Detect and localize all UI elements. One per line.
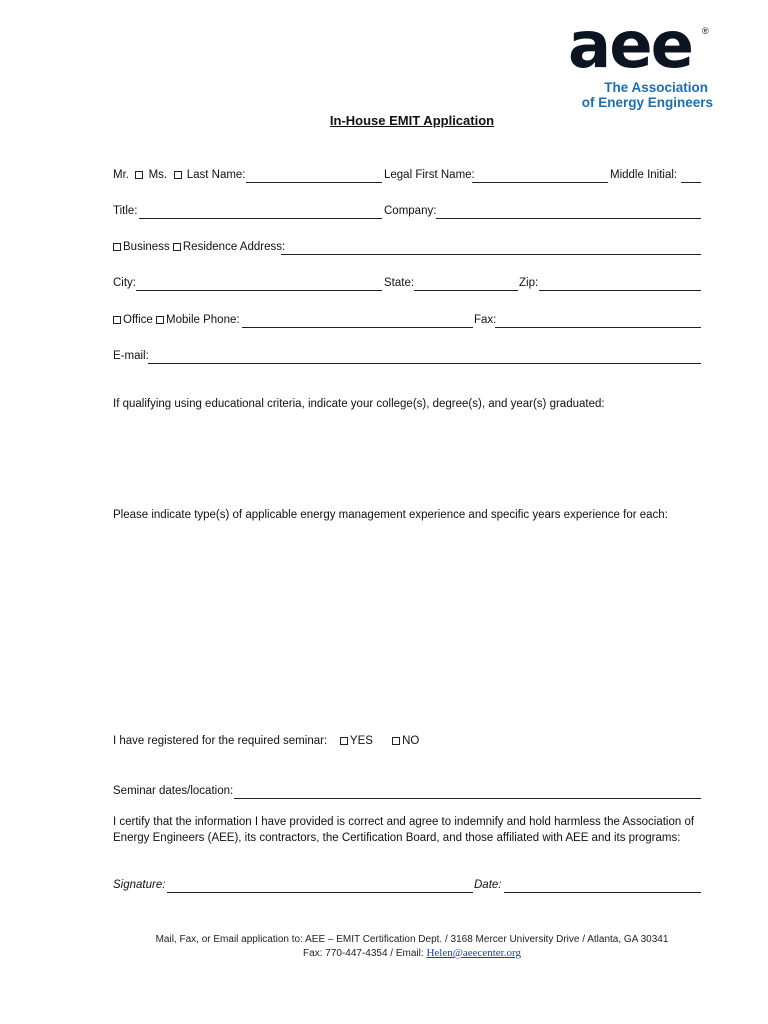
phone-field[interactable] <box>242 327 473 328</box>
last-name-label: Last Name: <box>186 169 246 181</box>
footer-fax-email-text: Fax: 770-447-4354 / Email: <box>303 948 427 959</box>
mr-label: Mr. <box>113 169 129 181</box>
middle-initial-field[interactable] <box>681 182 701 183</box>
registered-mark: ® <box>702 26 709 36</box>
office-checkbox[interactable] <box>113 316 121 324</box>
seminar-no-label: NO <box>402 735 420 747</box>
company-field[interactable] <box>436 218 701 219</box>
footer-line1: Mail, Fax, or Email application to: AEE – EMIT Certification Dept. / 3168 Mercer University Drive / Atlanta, GA 30341 <box>155 934 669 945</box>
certify-text-line2: Energy Engineers (AEE), its contractors, the Certification Board, and those affiliated with AEE and its programs: <box>113 832 681 844</box>
city-field[interactable] <box>136 290 382 291</box>
title-label: Title: <box>113 205 138 217</box>
seminar-question: I have registered for the required seminar: <box>113 735 328 747</box>
name-row <box>113 169 246 181</box>
fax-label: Fax: <box>474 314 497 326</box>
footer-line2 <box>0 947 768 959</box>
email-label: E-mail: <box>113 350 149 362</box>
state-field[interactable] <box>414 290 518 291</box>
page-title: In-House EMIT Application <box>329 113 495 128</box>
seminar-dates-field[interactable] <box>234 798 701 799</box>
zip-field[interactable] <box>539 290 701 291</box>
zip-label: Zip: <box>519 277 539 289</box>
mobile-phone-label: Mobile Phone: <box>166 314 240 326</box>
logo-text-line2: of Energy Engineers <box>581 95 713 110</box>
seminar-yes-label: YES <box>349 735 373 747</box>
education-prompt: If qualifying using educational criteria, indicate your college(s), degree(s), and year(s) graduated: <box>113 398 605 410</box>
seminar-row <box>113 735 419 747</box>
legal-first-name-field[interactable] <box>472 182 608 183</box>
date-field[interactable] <box>504 892 701 893</box>
seminar-yes-checkbox[interactable] <box>340 737 348 745</box>
middle-initial-label: Middle Initial: <box>610 169 678 181</box>
address-type-row <box>113 241 285 253</box>
last-name-field[interactable] <box>246 182 382 183</box>
experience-answer-area[interactable] <box>113 527 701 722</box>
city-label: City: <box>113 277 136 289</box>
title-field[interactable] <box>139 218 382 219</box>
fax-field[interactable] <box>495 327 701 328</box>
address-field[interactable] <box>281 254 701 255</box>
experience-prompt: Please indicate type(s) of applicable energy management experience and specific years experience for each: <box>113 509 668 521</box>
signature-field[interactable] <box>167 892 473 893</box>
mobile-checkbox[interactable] <box>156 316 164 324</box>
state-label: State: <box>384 277 415 289</box>
email-link[interactable]: Helen@aeecenter.org <box>426 947 521 959</box>
certify-text-line1: I certify that the information I have provided is correct and agree to indemnify and hold harmless the Association of <box>113 816 695 828</box>
residence-address-label: Residence Address: <box>182 241 286 253</box>
residence-checkbox[interactable] <box>173 243 181 251</box>
office-label: Office <box>123 314 153 326</box>
legal-first-name-label: Legal First Name: <box>384 169 475 181</box>
email-field[interactable] <box>148 363 701 364</box>
business-label: Business <box>123 241 170 253</box>
company-label: Company: <box>384 205 437 217</box>
seminar-no-checkbox[interactable] <box>392 737 400 745</box>
ms-label: Ms. <box>148 169 168 181</box>
logo-text-line1: The Association <box>604 80 708 95</box>
mr-checkbox[interactable] <box>135 171 143 179</box>
date-label: Date: <box>474 879 502 891</box>
signature-label: Signature: <box>113 879 166 891</box>
education-answer-area[interactable] <box>113 416 701 496</box>
logo-wordmark: aee <box>568 9 692 83</box>
seminar-dates-label: Seminar dates/location: <box>113 785 234 797</box>
phone-type-row <box>113 314 240 326</box>
business-checkbox[interactable] <box>113 243 121 251</box>
ms-checkbox[interactable] <box>174 171 182 179</box>
